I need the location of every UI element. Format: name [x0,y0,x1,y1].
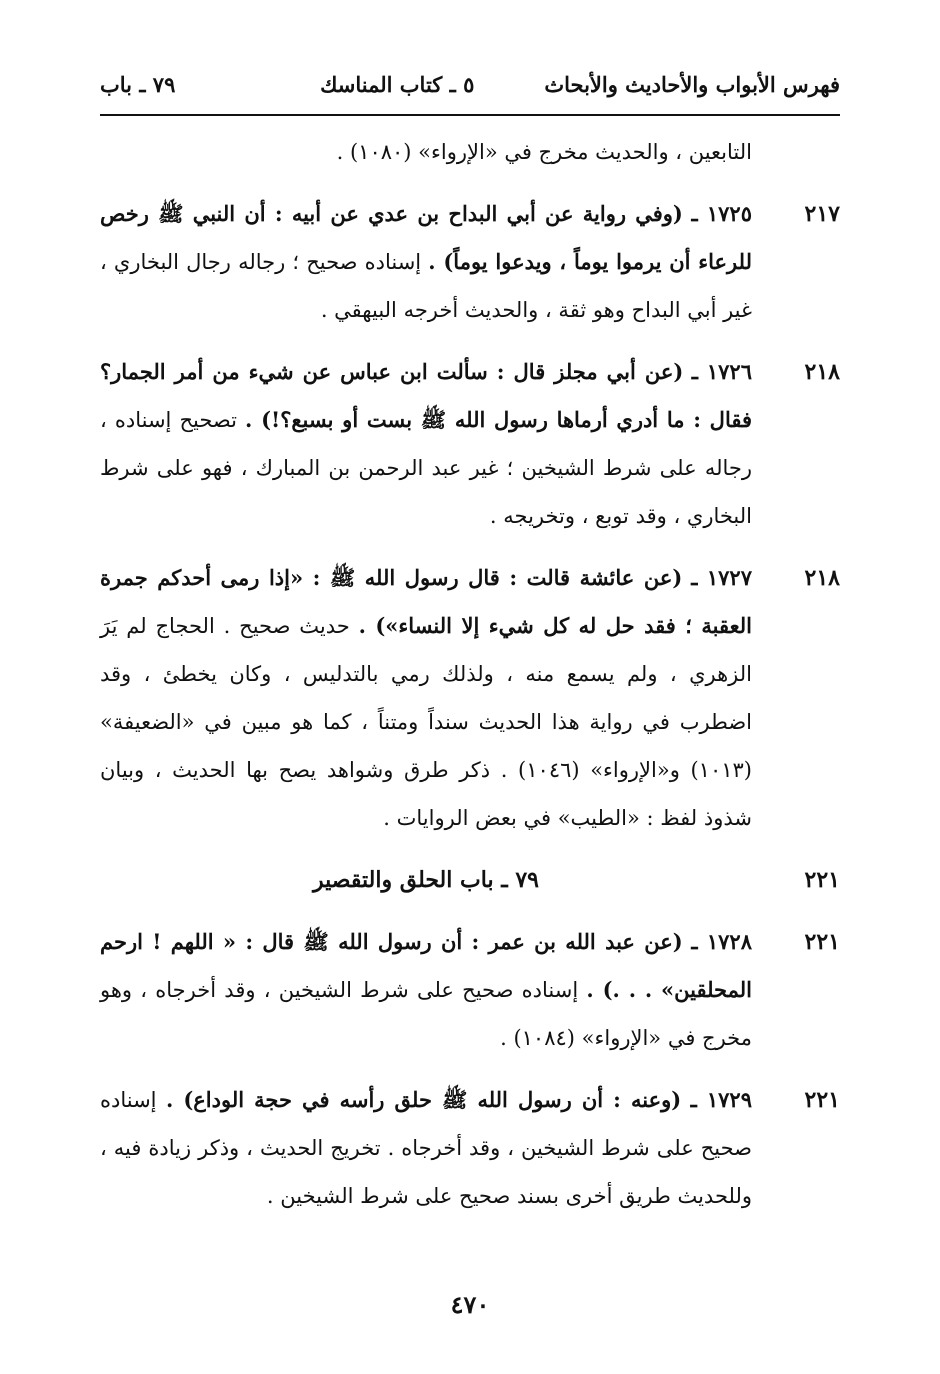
header-chapter-ref: ٧٩ ـ باب [100,72,176,97]
hadith-text: (عن عائشة قالت : قال رسول الله ﷺ : «إذا رمى أحدكم جمرة العقبة ؛ فقد حل له كل شيء إلا النساء») . [100,565,752,638]
running-header [100,72,840,116]
continuation-line [100,128,840,176]
hadith-commentary: تصحيح إسناده ، رجاله على شرط الشيخين ؛ غير عبد الرحمن بن المبارك ، فهو على شرط البخاري ، وقد توبع ، وتخريجه . [100,408,752,528]
chapter-heading-row [100,856,840,904]
header-book-index: فهرس الأبواب والأحاديث والأبحاث [544,72,840,97]
header-right [320,72,840,97]
index-page-body [100,128,840,1234]
hadith-commentary: إسناده صحيح ؛ رجاله رجال البخاري ، غير أبي البداح وهو ثقة ، والحديث أخرجه البيهقي . [100,250,752,322]
hadith-number: ١٧٢٥ ـ [691,201,752,226]
index-entry [100,348,840,540]
hadith-commentary: إسناده صحيح على شرط الشيخين ، وقد أخرجاه ، وهو مخرج في «الإرواء» (١٠٨٤) . [100,978,752,1050]
chapter-page-ref: ٢٢١ [804,867,840,893]
entry-page-ref: ٢١٨ [804,359,840,385]
hadith-text: (عن أبي مجلز قال : سألت ابن عباس عن شيء من أمر الجمار؟ فقال : ما أدري أرماها رسول الله ﷺ بست أو بسبع؟!) . [100,359,752,432]
entry-page-ref: ٢٢١ [804,1087,840,1113]
index-entry [100,554,840,842]
chapter-title: ٧٩ ـ باب الحلق والتقصير [313,867,539,893]
hadith-number: ١٧٢٨ ـ [691,929,752,954]
hadith-number: ١٧٢٦ ـ [691,359,752,384]
hadith-text: (وعنه : أن رسول الله ﷺ حلق رأسه في حجة الوداع) . [165,1087,682,1112]
index-entry [100,190,840,334]
index-entry [100,918,840,1062]
entry-page-ref: ٢١٨ [804,565,840,591]
entry-page-ref: ٢١٧ [804,201,840,227]
entry-page-ref: ٢٢١ [804,929,840,955]
hadith-text: (عن عبد الله بن عمر : أن رسول الله ﷺ قال : « اللهم ! ارحم المحلقين» . . .) . [100,929,752,1002]
hadith-commentary: حديث صحيح . الحجاج لم يَرَ الزهري ، ولم يسمع منه ، ولذلك رمي بالتدليس ، وكان يخطئ ، وقد اضطرب في رواية هذا الحديث سنداً ومتناً ، كما هو مبين في «الضعيفة» (١٠١٣) و«الإرواء» (١٠٤٦) . ذكر طرق وشواهد يصح بها الحديث ، وبيان شذوذ لفظ : «الطيب» في بعض الروايات . [100,614,752,830]
hadith-number: ١٧٢٩ ـ [690,1087,752,1112]
continuation-text: التابعين ، والحديث مخرج في «الإرواء» (١٠٨٠) . [336,140,752,164]
hadith-number: ١٧٢٧ ـ [691,565,752,590]
index-entry [100,1076,840,1220]
header-book-section: ٥ ـ كتاب المناسك [320,72,475,97]
hadith-text: (وفي رواية عن أبي البداح بن عدي عن أبيه : أن النبي ﷺ رخص للرعاء أن يرموا يوماً ، ويدعوا يوماً) . [100,201,752,274]
hadith-commentary: إسناده صحيح على شرط الشيخين ، وقد أخرجاه . تخريج الحديث ، وذكر زيادة فيه ، وللحديث طريق أخرى بسند صحيح على شرط الشيخين . [100,1088,752,1208]
page-number: ٤٧٠ [450,1290,490,1319]
